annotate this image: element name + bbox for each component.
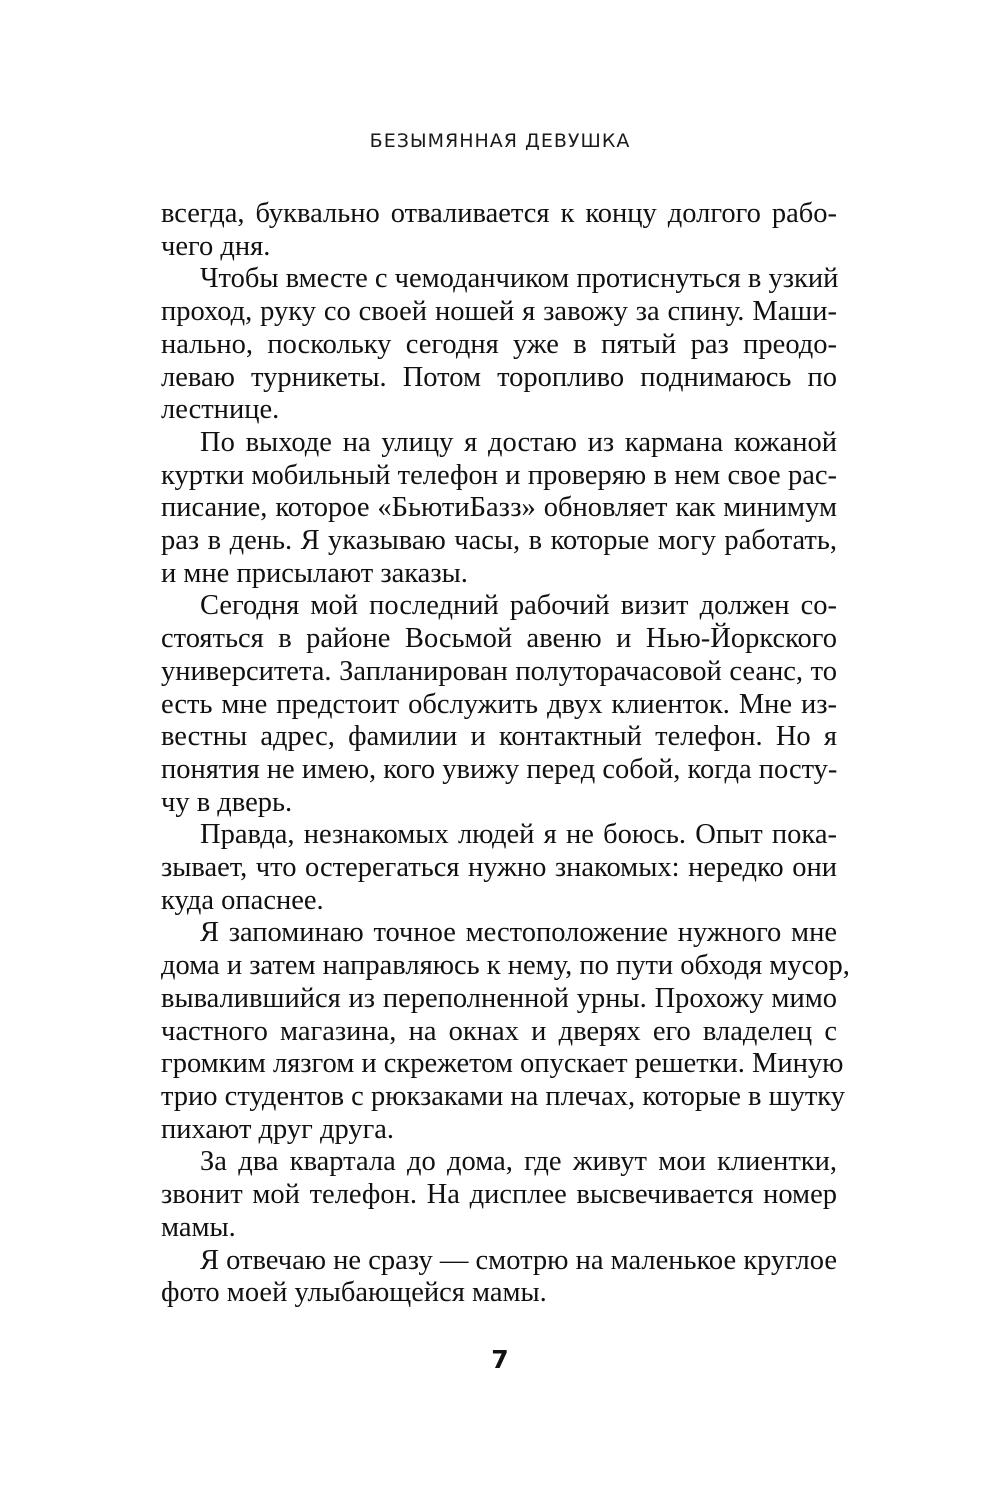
text-line: куда опаснее. xyxy=(161,884,324,916)
text-line: За два квартала до дома, где живут мои клиентки, xyxy=(200,1146,837,1178)
text-line: чего дня. xyxy=(161,230,271,262)
paragraph xyxy=(161,198,837,263)
paragraph xyxy=(161,917,850,1146)
paragraph xyxy=(161,819,837,917)
paragraph xyxy=(161,1146,837,1244)
paragraph xyxy=(161,590,837,819)
running-head: БЕЗЫМЯННАЯ ДЕВУШКА xyxy=(369,130,631,152)
text-line: есть мне предстоит обслужить двух клиенток. Мне из- xyxy=(161,688,837,720)
text-line: трио студентов с рюкзаками на плечах, которые в шутку xyxy=(161,1080,845,1112)
text-line: фото моей улыбающейся мамы. xyxy=(161,1277,547,1309)
paragraph xyxy=(161,263,837,427)
text-line: Сегодня мой последний рабочий визит должен со- xyxy=(200,590,837,622)
text-line: раз в день. Я указываю часы, в которые могу работать, xyxy=(161,525,837,557)
text-line: звонит мой телефон. На дисплее высвечивается номер xyxy=(161,1179,837,1211)
text-line: всегда, буквально отваливается к концу долгого рабо- xyxy=(161,198,837,229)
text-line: стояться в районе Восьмой авеню и Нью-Йоркского xyxy=(161,623,837,655)
text-line: мамы. xyxy=(161,1211,236,1243)
text-line: Правда, незнакомых людей я не боюсь. Опыт пока- xyxy=(200,819,837,851)
paragraph xyxy=(161,427,837,591)
text-line: и мне присылают заказы. xyxy=(161,557,468,589)
text-line: проход, руку со своей ношей я завожу за спину. Маши- xyxy=(161,296,837,328)
text-line: зывает, что остерегаться нужно знакомых: нередко они xyxy=(161,852,837,884)
text-line: леваю турникеты. Потом торопливо поднимаюсь по xyxy=(161,361,837,393)
text-line: университета. Запланирован полуторачасовой сеанс, то xyxy=(161,655,837,687)
paragraph xyxy=(161,1245,837,1310)
text-line: По выходе на улицу я достаю из кармана кожаной xyxy=(200,426,837,458)
text-line: лестнице. xyxy=(161,394,280,426)
text-line: Я отвечаю не сразу — смотрю на маленькое круглое xyxy=(200,1244,837,1276)
text-line: вестны адрес, фамилии и контактный телефон. Но я xyxy=(161,721,837,753)
text-line: чу в дверь. xyxy=(161,786,293,818)
text-line: дома и затем направляюсь к нему, по пути обходя мусор, xyxy=(161,950,850,982)
text-line: пихают друг друга. xyxy=(161,1113,395,1145)
text-line: Я запоминаю точное местоположение нужного мне xyxy=(200,917,837,949)
text-line: Чтобы вместе с чемоданчиком протиснуться в узкий xyxy=(200,263,839,295)
text-line: громким лязгом и скрежетом опускает решетки. Миную xyxy=(161,1048,844,1080)
text-line: писание, которое «БьютиБазз» обновляет как минимум xyxy=(161,492,837,524)
text-line: вывалившийся из переполненной урны. Прохожу мимо xyxy=(161,982,837,1014)
body-text xyxy=(161,198,850,1310)
page-number: 7 xyxy=(491,1345,509,1374)
text-line: понятия не имею, кого увижу перед собой, когда посту- xyxy=(161,753,838,785)
text-line: куртки мобильный телефон и проверяю в нем свое рас- xyxy=(161,459,837,491)
text-line: нально, поскольку сегодня уже в пятый раз преодо- xyxy=(161,328,837,360)
text-line: частного магазина, на окнах и дверях его владелец с xyxy=(161,1015,837,1047)
